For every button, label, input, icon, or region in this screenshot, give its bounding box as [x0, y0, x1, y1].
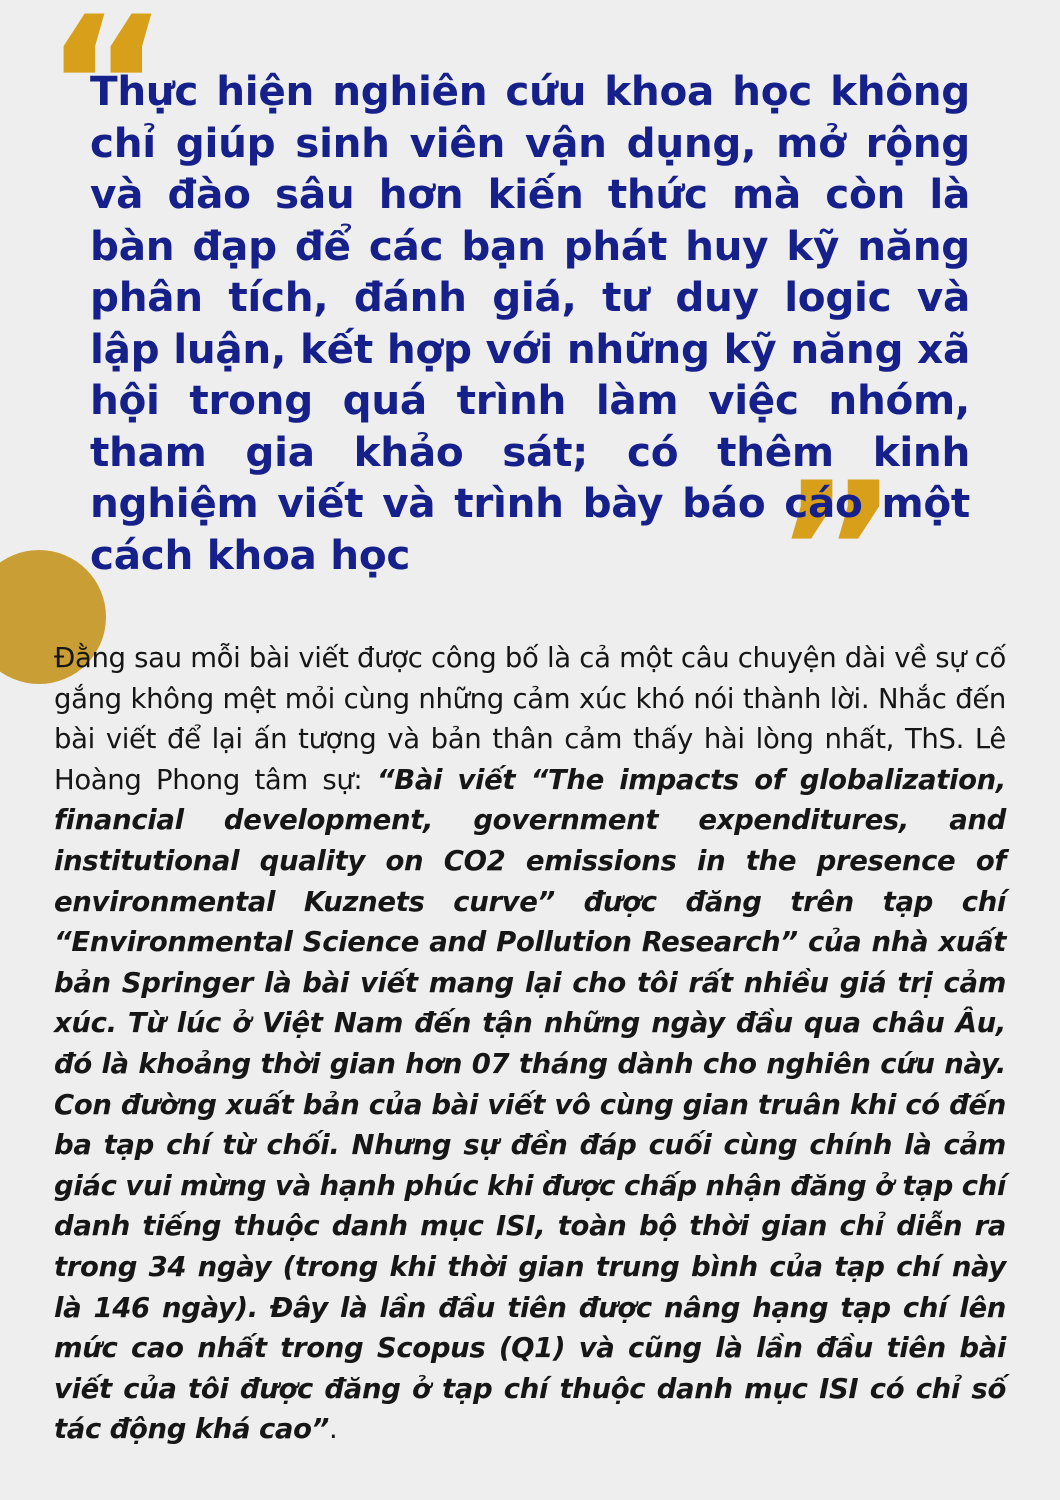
body-end-punctuation: .: [329, 1413, 338, 1446]
body-quoted-text: “Bài viết “The impacts of globalization, financial development, government expenditures, and institutional quality on CO2 emissions in the presence of environmental Kuznets curve” được đăng trên tạp chí “Environmental Science and Pollution Research” của nhà xuất bản Springer là bài viết mang lại cho tôi rất nhiều giá trị cảm xúc. Từ lúc ở Việt Nam đến tận những ngày đầu qua châu Âu, đó là khoảng thời gian hơn 07 tháng dành cho nghiên cứu này. Con đường xuất bản của bài viết vô cùng gian truân khi có đến ba tạp chí từ chối. Nhưng sự đền đáp cuối cùng chính là cảm giác vui mừng và hạnh phúc khi được chấp nhận đăng ở tạp chí danh tiếng thuộc danh mục ISI, toàn bộ thời gian chỉ diễn ra trong 34 ngày (trong khi thời gian trung bình của tạp chí này là 146 ngày). Đây là lần đầu tiên được nâng hạng tạp chí lên mức cao nhất trong Scopus (Q1) và cũng là lần đầu tiên bài viết của tôi được đăng ở tạp chí thuộc danh mục ISI có chỉ số tác động khá cao”: [54, 763, 1007, 1446]
close-quote-mark: ”: [774, 442, 899, 663]
body-intro-text: Đằng sau mỗi bài viết được công bố là cả một câu chuyện dài về sự cố gắng không mệt mỏi cùng những cảm xúc khó nói thành lời. Nhắc đến bài viết để lại ấn tượng và bản thân cảm thấy hài lòng nhất, ThS. Lê Hoàng Phong tâm sự:: [54, 642, 1006, 796]
pull-quote-text: Thực hiện nghiên cứu khoa học không chỉ giúp sinh viên vận dụng, mở rộng và đào sâu hơn kiến thức mà còn là bàn đạp để các bạn phát huy kỹ năng phân tích, đánh giá, tư duy logic và lập luận, kết hợp với những kỹ năng xã hội trong quá trình làm việc nhóm, tham gia khảo sát; có thêm kinh nghiệm viết và trình bày báo cáo một cách khoa học: [90, 67, 970, 579]
open-quote-mark: “: [44, 0, 169, 197]
article-body-paragraph: [54, 638, 1006, 1450]
